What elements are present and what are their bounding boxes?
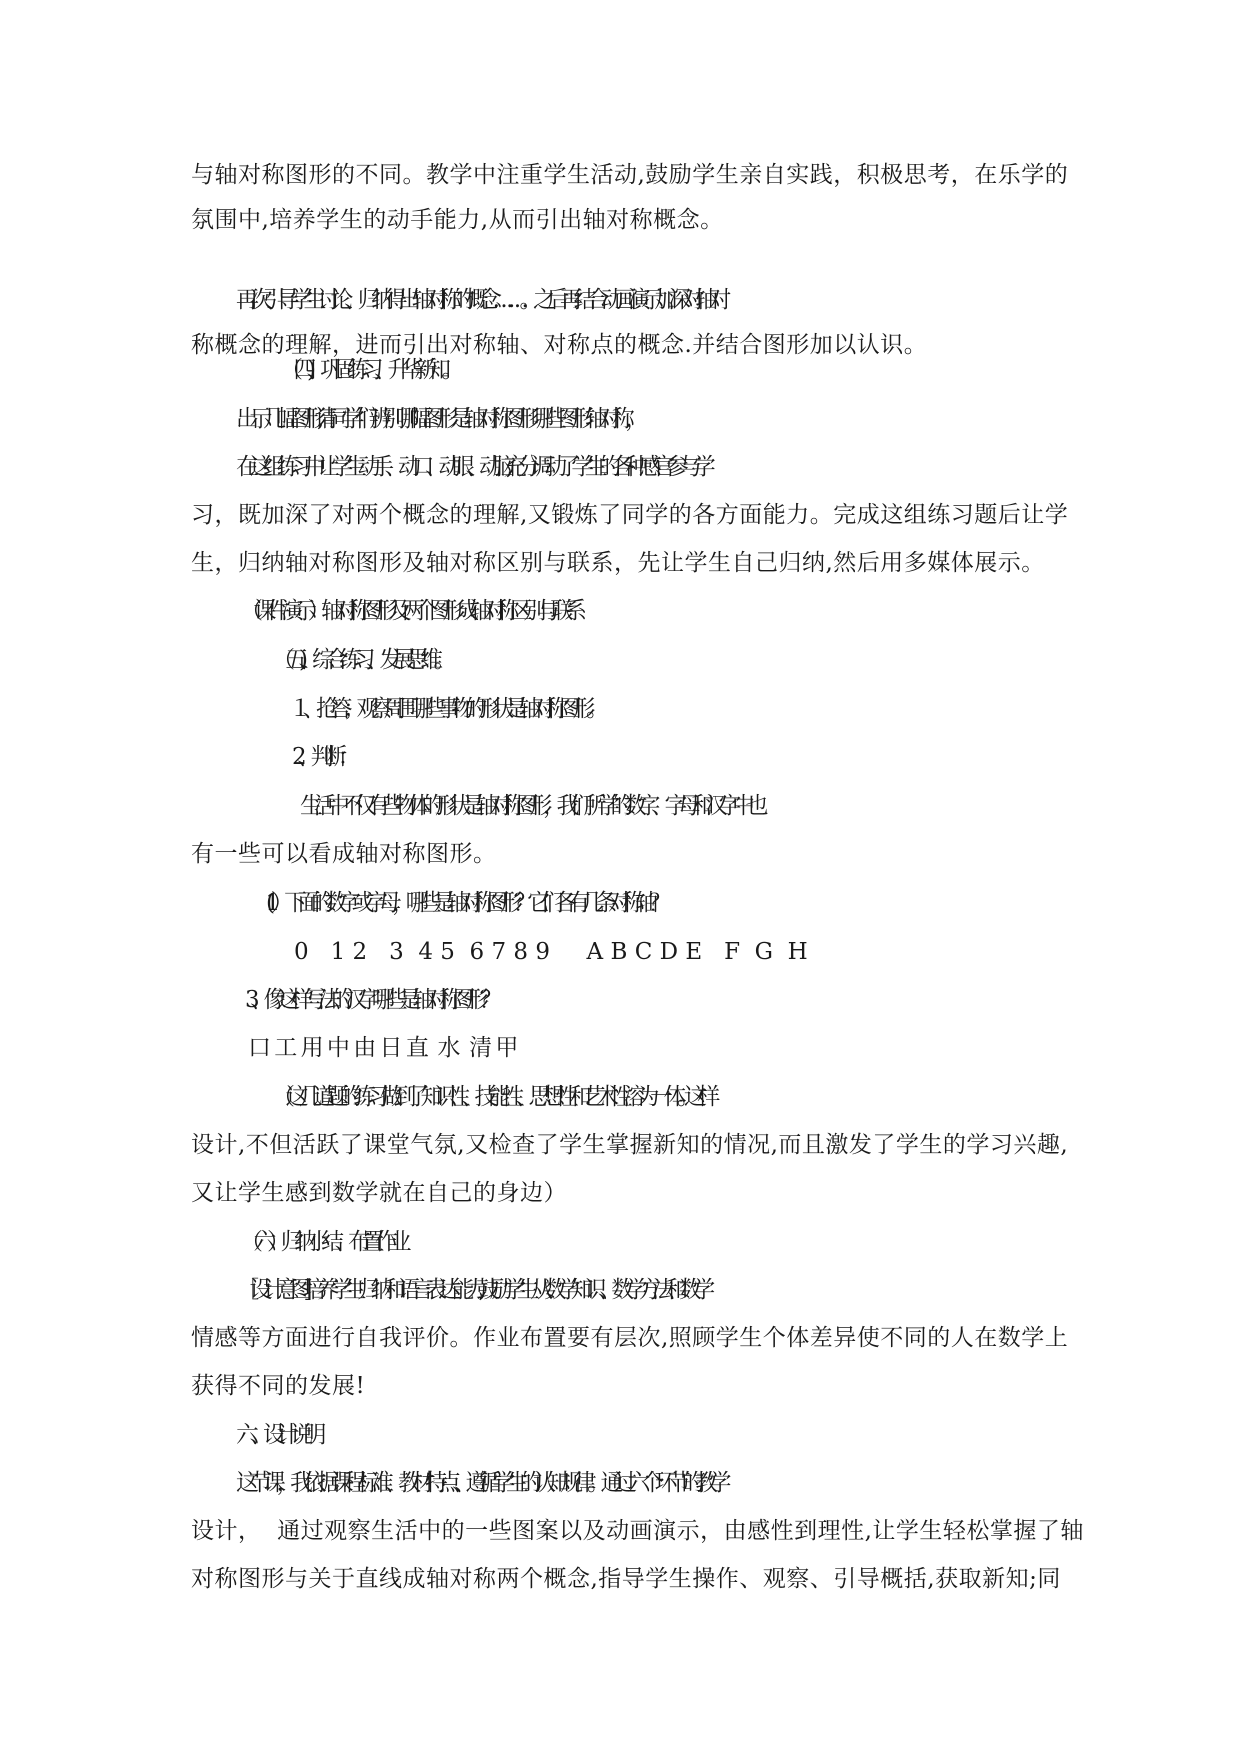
- paragraph-line: ［设计意图]培养学生归纳和语言表达能力,鼓励学生从数学知识、数学方法和数学: [236, 1277, 706, 1303]
- paragraph-line: 出示几幅图形,请同学们辨别哪幅图形是轴对称图形哪些图形轴对称，: [236, 406, 639, 432]
- paragraph-line: 再次引导学生讨论、归纳得出轴对称的概念……。之后再结合动画演示加深对轴对: [236, 287, 722, 313]
- section-heading: （五)、综合练习、发展思维。: [272, 647, 447, 673]
- section-heading: （四)、巩固练习、升华新知。: [280, 357, 455, 383]
- paragraph-line: 有一些可以看成轴对称图形。: [191, 841, 497, 867]
- paragraph-line: 生活中不仅有些物体的形状是轴对称图形，我们所学的数字、字母和汉字中也: [300, 793, 759, 819]
- section-heading: （六）归纳小结、布置作业: [240, 1229, 402, 1255]
- question-line: 3、像这样写法的汉字哪些是轴对称图形？: [245, 987, 494, 1013]
- paragraph-line: （这几道题的练习做到了知识性、技能性、思想性和艺术性溶为一体。 这样: [272, 1084, 711, 1110]
- paragraph-line: 这节课，我依据课程标准、教材特点、遵循学生的认知规律。通过六个环节的教学: [236, 1470, 722, 1496]
- paragraph-line: 称概念的理解，进而引出对称轴、对称点的概念.并结合图形加以认识。: [191, 332, 928, 358]
- characters-row: 0 1 2 3 4 5 6 7 8 9 A B C D E F G H: [294, 939, 808, 965]
- paragraph-line: 氛围中,培养学生的动手能力,从而引出轴对称概念。: [191, 207, 724, 233]
- paragraph-line: （课件演示）轴对称图形及两个图形成轴对称区别与联系: [240, 598, 578, 624]
- paragraph-line: 对称图形与关于直线成轴对称两个概念,指导学生操作、观察、引导概括,获取新知;同: [191, 1566, 1061, 1592]
- paragraph-line: 与轴对称图形的不同。教学中注重学生活动,鼓励学生亲自实践，积极思考，在乐学的: [191, 162, 1069, 188]
- list-item: １、抢答；观察周围哪些事物的形状是轴对称图形。: [289, 696, 600, 722]
- paragraph-line: 设计， 通过观察生活中的一些图案以及动画演示，由感性到理性,让学生轻松掌握了轴: [191, 1518, 1084, 1544]
- paragraph-line: 情感等方面进行自我评价。作业布置要有层次,照顾学生个体差异使不同的人在数学上: [191, 1325, 1069, 1351]
- paragraph-line: 获得不同的发展!: [191, 1373, 366, 1399]
- paragraph-line: 习，既加深了对两个概念的理解,又锻炼了同学的各方面能力。完成这组练习题后让学: [191, 502, 1069, 528]
- paragraph-line: 生，归纳轴对称图形及轴对称区别与联系，先让学生自己归纳,然后用多媒体展示。: [191, 550, 1045, 576]
- paragraph-line: 在这组练习中让学生动手、动口、动眼、动脑,充分调动了学生的各种感官参与学: [236, 454, 707, 480]
- section-heading: 六、设计说明: [236, 1422, 317, 1448]
- characters-row: 口 工 用 中 由 日 直 水 清 甲: [248, 1035, 517, 1061]
- question-line: (1）下面的数字或字母，哪些是轴对称图形？它们各有几条对称轴？: [266, 890, 663, 916]
- paragraph-line: 设计,不但活跃了课堂气氛,又检查了学生掌握新知的情况,而且激发了学生的学习兴趣,: [191, 1132, 1069, 1158]
- paragraph-line: 又让学生感到数学就在自己的身边）: [191, 1180, 567, 1206]
- list-item: 2、判断：: [292, 744, 352, 770]
